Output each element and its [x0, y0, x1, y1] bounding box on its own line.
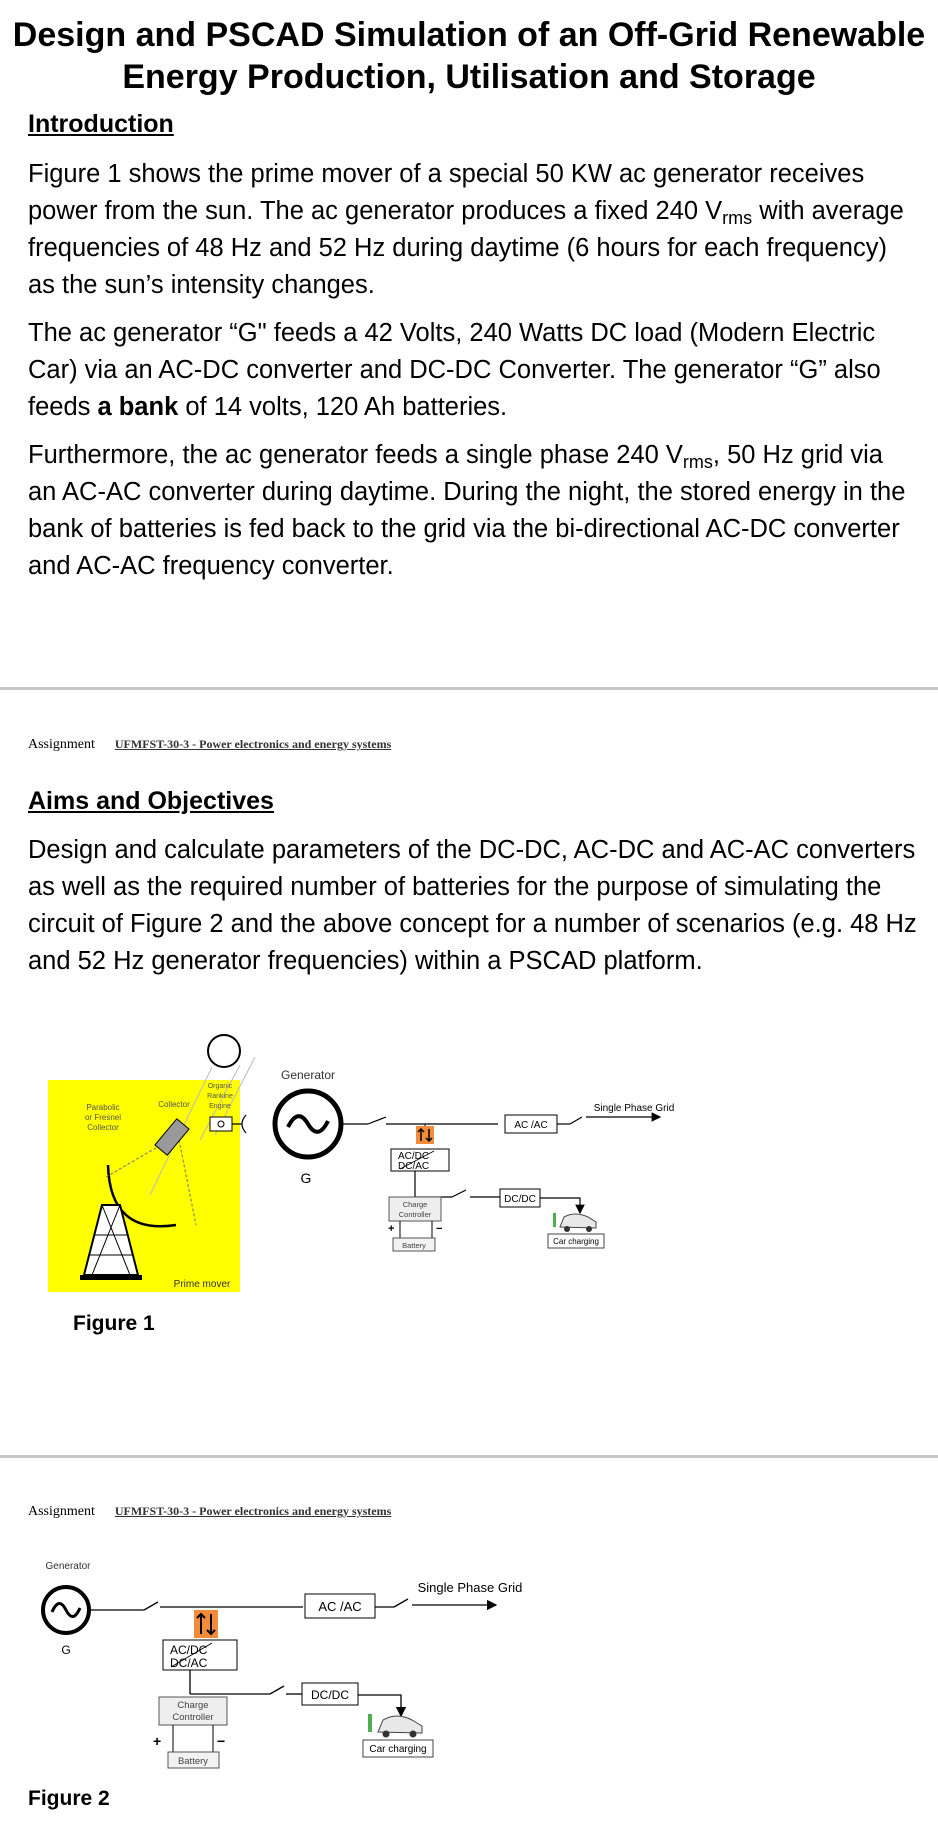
battery-plus-2: + — [153, 1733, 162, 1749]
figure-2-caption: Figure 2 — [28, 1787, 110, 1810]
car-icon-2 — [378, 1716, 422, 1733]
title-line-1: Design and PSCAD Simulation of an Off-Grid Renewable — [12, 16, 926, 54]
car-charging-label: Car charging — [553, 1237, 599, 1246]
generator-label-2: Generator — [45, 1561, 91, 1572]
page-header-3 — [28, 1504, 391, 1520]
generator-label: Generator — [280, 1068, 336, 1082]
car-charging-label-2: Car charging — [369, 1744, 427, 1755]
battery-plus: + — [388, 1223, 395, 1235]
dcdc-label: DC/DC — [504, 1194, 536, 1205]
generator-g-label-2: G — [61, 1643, 71, 1657]
acac-label: AC /AC — [514, 1120, 548, 1131]
title-line-2: Energy Production, Utilisation and Storage — [122, 58, 816, 96]
figure-2-diagram — [0, 1550, 938, 1780]
generator-g-label: G — [300, 1170, 312, 1186]
charge-controller-label-2-1: Charge — [177, 1700, 209, 1711]
organic-label-3: Engine — [209, 1103, 231, 1110]
charge-controller-label-2-2: Controller — [172, 1712, 214, 1723]
battery-label-2: Battery — [177, 1756, 209, 1767]
intro-paragraph-2: The ac generator “G" feeds a 42 Volts, 240 Watts DC load (Modern Electric Car) via an AC-DC converter and DC-DC Converter. The generator “G” also feeds a bank of 14 volts, 120 Ah batteries. — [28, 319, 881, 421]
intro-paragraph-3: Furthermore, the ac generator feeds a single phase 240 $V_{rms}$, 50 Hz grid via an AC-AC converter during daytime. During the night, the stored energy in the bank of batteries is fed back to the grid via the bi-directional AC-DC converter and AC-AC frequency converter. — [28, 441, 906, 580]
page-divider-2 — [0, 1455, 938, 1458]
charger-icon — [553, 1213, 556, 1227]
organic-label-1: Organic — [207, 1083, 233, 1090]
figure-1-diagram — [0, 1025, 938, 1345]
page-header-2 — [28, 737, 391, 753]
parabolic-label-3: Collector — [87, 1123, 119, 1132]
header-label-3: Assignment — [28, 1504, 95, 1519]
battery-label: Battery — [402, 1241, 426, 1250]
header-module-link[interactable]: UFMFST-30-3 - Power electronics and energy systems — [114, 737, 392, 751]
battery-minus-2: − — [217, 1733, 226, 1749]
parabolic-label-1: Parabolic — [86, 1103, 120, 1112]
charger-icon-2 — [368, 1714, 372, 1732]
acdc-label-2-1: AC/DC — [170, 1643, 208, 1657]
collector-label: Collector — [158, 1100, 190, 1109]
acdc-label-2: DC/AC — [398, 1161, 430, 1172]
dcdc-label-2: DC/DC — [311, 1688, 349, 1702]
rankine-engine-icon — [210, 1117, 232, 1131]
aims-paragraph: Design and calculate parameters of the DC-DC, AC-DC and AC-AC converters as well as the required number of batteries for the purpose of simulating the circuit of Figure 2 and the above concept for a number of scenarios (e.g. 48 Hz and 52 Hz generator frequencies) within a PSCAD platform. — [28, 836, 917, 975]
header-label: Assignment — [28, 737, 95, 752]
aims-heading: Aims and Objectives — [28, 787, 274, 815]
intro-paragraph-1: Figure 1 shows the prime mover of a special 50 KW ac generator receives power from the sun. The ac generator produces a fixed 240 $V_{rms}$ with average frequencies of 48 Hz and 52 Hz during daytime (6 hours for each frequency) as the sun’s intensity changes. — [28, 160, 904, 299]
acdc-label-2-2: DC/AC — [170, 1656, 208, 1670]
prime-mover-label: Prime mover — [173, 1279, 231, 1290]
acac-label-2: AC /AC — [318, 1599, 362, 1614]
document-title — [10, 14, 928, 98]
parabolic-label-2: or Fresnel — [84, 1113, 122, 1122]
charge-controller-label-1: Charge — [402, 1200, 428, 1209]
bidirectional-arrows-icon — [416, 1126, 434, 1144]
page-divider-1 — [0, 687, 938, 690]
car-icon — [560, 1214, 596, 1228]
header-module-link-3[interactable]: UFMFST-30-3 - Power electronics and energy systems — [114, 1504, 392, 1518]
acdc-label-1: AC/DC — [398, 1151, 430, 1162]
bidirectional-arrows-icon-2 — [194, 1610, 218, 1638]
organic-label-2: Rankine — [207, 1093, 233, 1100]
sun-icon — [208, 1035, 240, 1067]
charge-controller-label-2: Controller — [398, 1210, 432, 1219]
prime-mover-panel — [48, 1080, 240, 1292]
introduction-heading: Introduction — [28, 110, 174, 138]
single-phase-grid-label-2: Single Phase Grid — [417, 1580, 523, 1595]
single-phase-grid-label: Single Phase Grid — [593, 1103, 675, 1114]
battery-minus: − — [436, 1223, 443, 1235]
figure-1-caption: Figure 1 — [73, 1312, 155, 1335]
